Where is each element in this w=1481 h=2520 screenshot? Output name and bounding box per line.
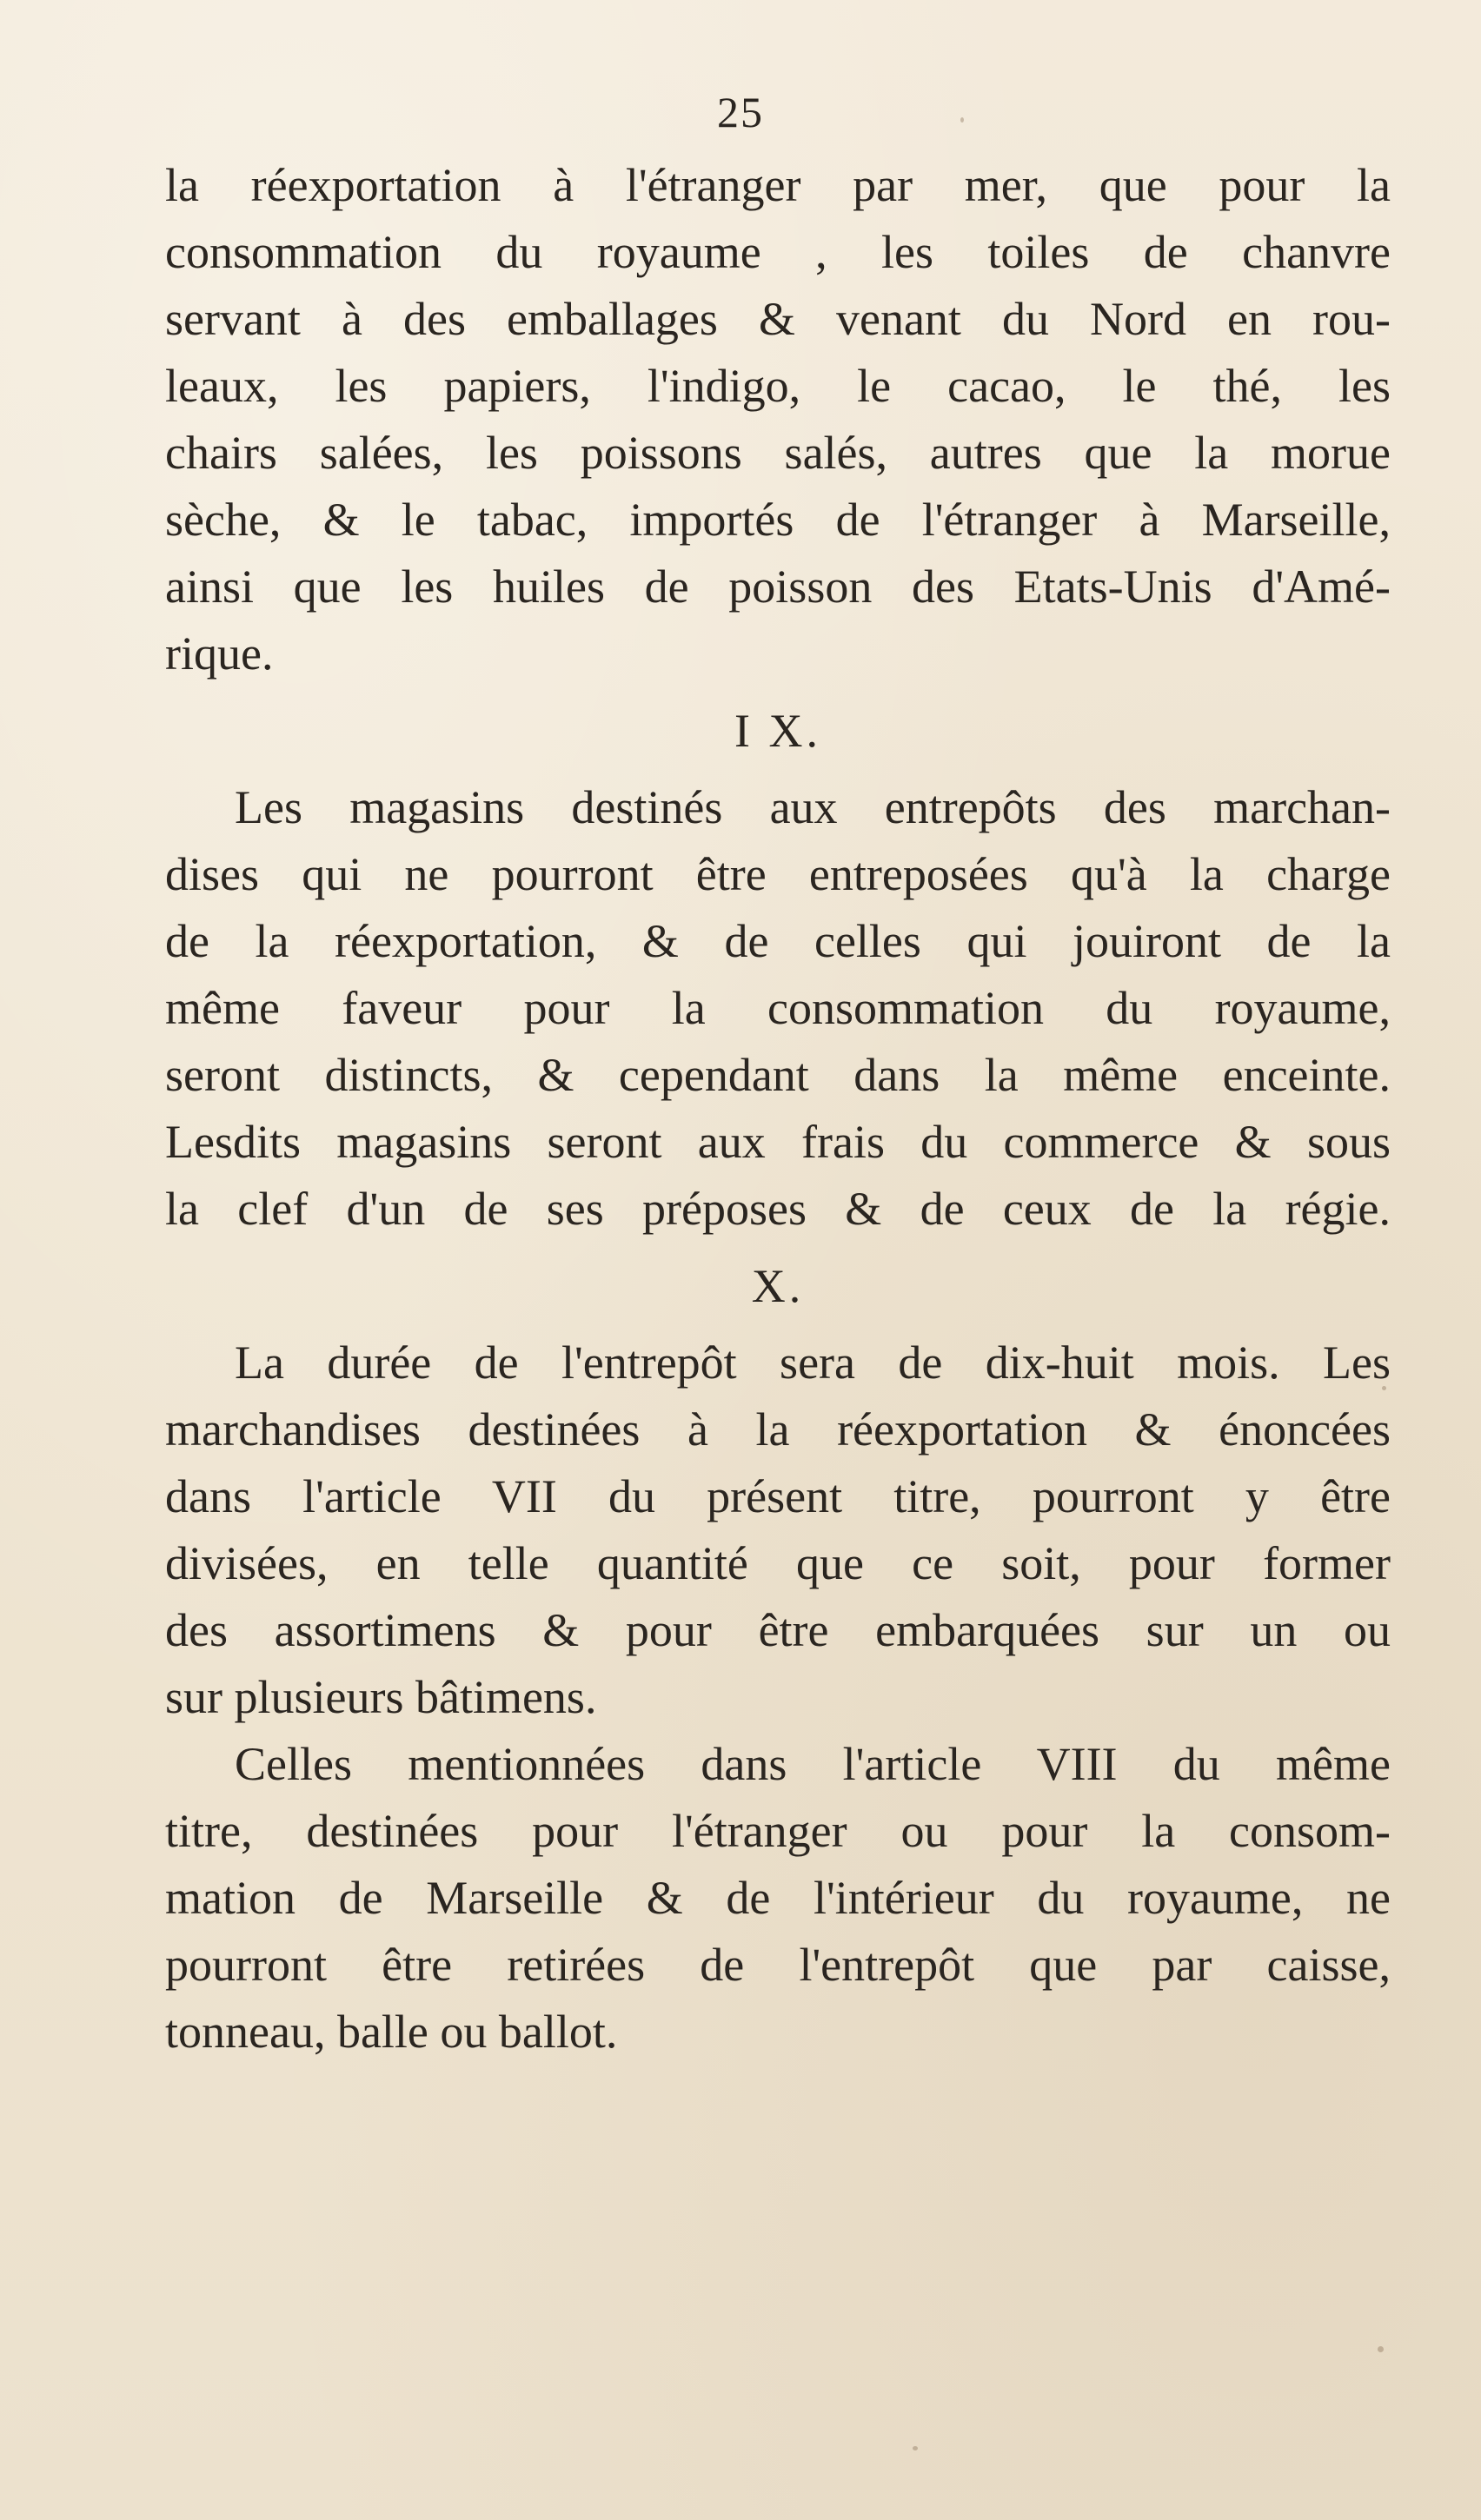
section-x-paragraph-1 (165, 1330, 1391, 1731)
text-line: titre, destinées pour l'étranger ou pour la consom- (165, 1805, 1391, 1857)
text-line: dises qui ne pourront être entreposées qu'à la charge (165, 848, 1391, 900)
text-line: pourront être retirées de l'entrepôt que par caisse, (165, 1939, 1391, 1991)
text-line: sèche, & le tabac, importés de l'étranger à Marseille, (165, 494, 1391, 546)
text-line: consommation du royaume , les toiles de chanvre (165, 226, 1391, 278)
text-line: servant à des emballages & venant du Nord en rou- (165, 293, 1391, 345)
text-line: des assortimens & pour être embarquées sur un ou (165, 1604, 1391, 1656)
paragraph-top (165, 152, 1391, 687)
text-line: tonneau, balle ou ballot. (165, 2006, 618, 2058)
text-line: ainsi que les huiles de poisson des Etats-Unis d'Amé- (165, 560, 1391, 613)
paper-speck (1378, 2346, 1384, 2352)
text-line: Les magasins destinés aux entrepôts des marchan- (235, 781, 1391, 833)
text-line: Celles mentionnées dans l'article VIII du même (235, 1738, 1391, 1790)
paper-speck (960, 117, 964, 123)
text-line: la réexportation à l'étranger par mer, que pour la (165, 159, 1391, 211)
text-line: marchandises destinées à la réexportation & énoncées (165, 1403, 1391, 1456)
section-x-paragraph-2 (165, 1731, 1391, 2066)
text-line: seront distincts, & cependant dans la même enceinte. (165, 1049, 1391, 1101)
text-line: leaux, les papiers, l'indigo, le cacao, le thé, les (165, 360, 1391, 412)
page-text (165, 152, 1391, 2066)
text-line: de la réexportation, & de celles qui jouiront de la (165, 915, 1391, 967)
text-line: La durée de l'entrepôt sera de dix-huit mois. Les (235, 1336, 1391, 1389)
section-heading-ix: I X. (734, 705, 821, 757)
text-line: Lesdits magasins seront aux frais du commerce & sous (165, 1116, 1391, 1168)
text-line: même faveur pour la consommation du royaume, (165, 982, 1391, 1034)
text-line: la clef d'un de ses préposes & de ceux de la régie. (165, 1183, 1391, 1235)
paper-speck (913, 2446, 918, 2450)
text-line: dans l'article VII du présent titre, pourront y être (165, 1470, 1391, 1522)
paper-speck (1382, 1386, 1386, 1390)
text-line: chairs salées, les poissons salés, autres que la morue (165, 427, 1391, 479)
page-number: 25 (717, 88, 764, 136)
text-line: mation de Marseille & de l'intérieur du royaume, ne (165, 1872, 1391, 1924)
section-ix-paragraph (165, 774, 1391, 1243)
text-line: divisées, en telle quantité que ce soit, pour former (165, 1537, 1391, 1589)
text-line: sur plusieurs bâtimens. (165, 1671, 597, 1723)
section-heading-x: X. (751, 1260, 805, 1312)
text-line: rique. (165, 627, 274, 680)
